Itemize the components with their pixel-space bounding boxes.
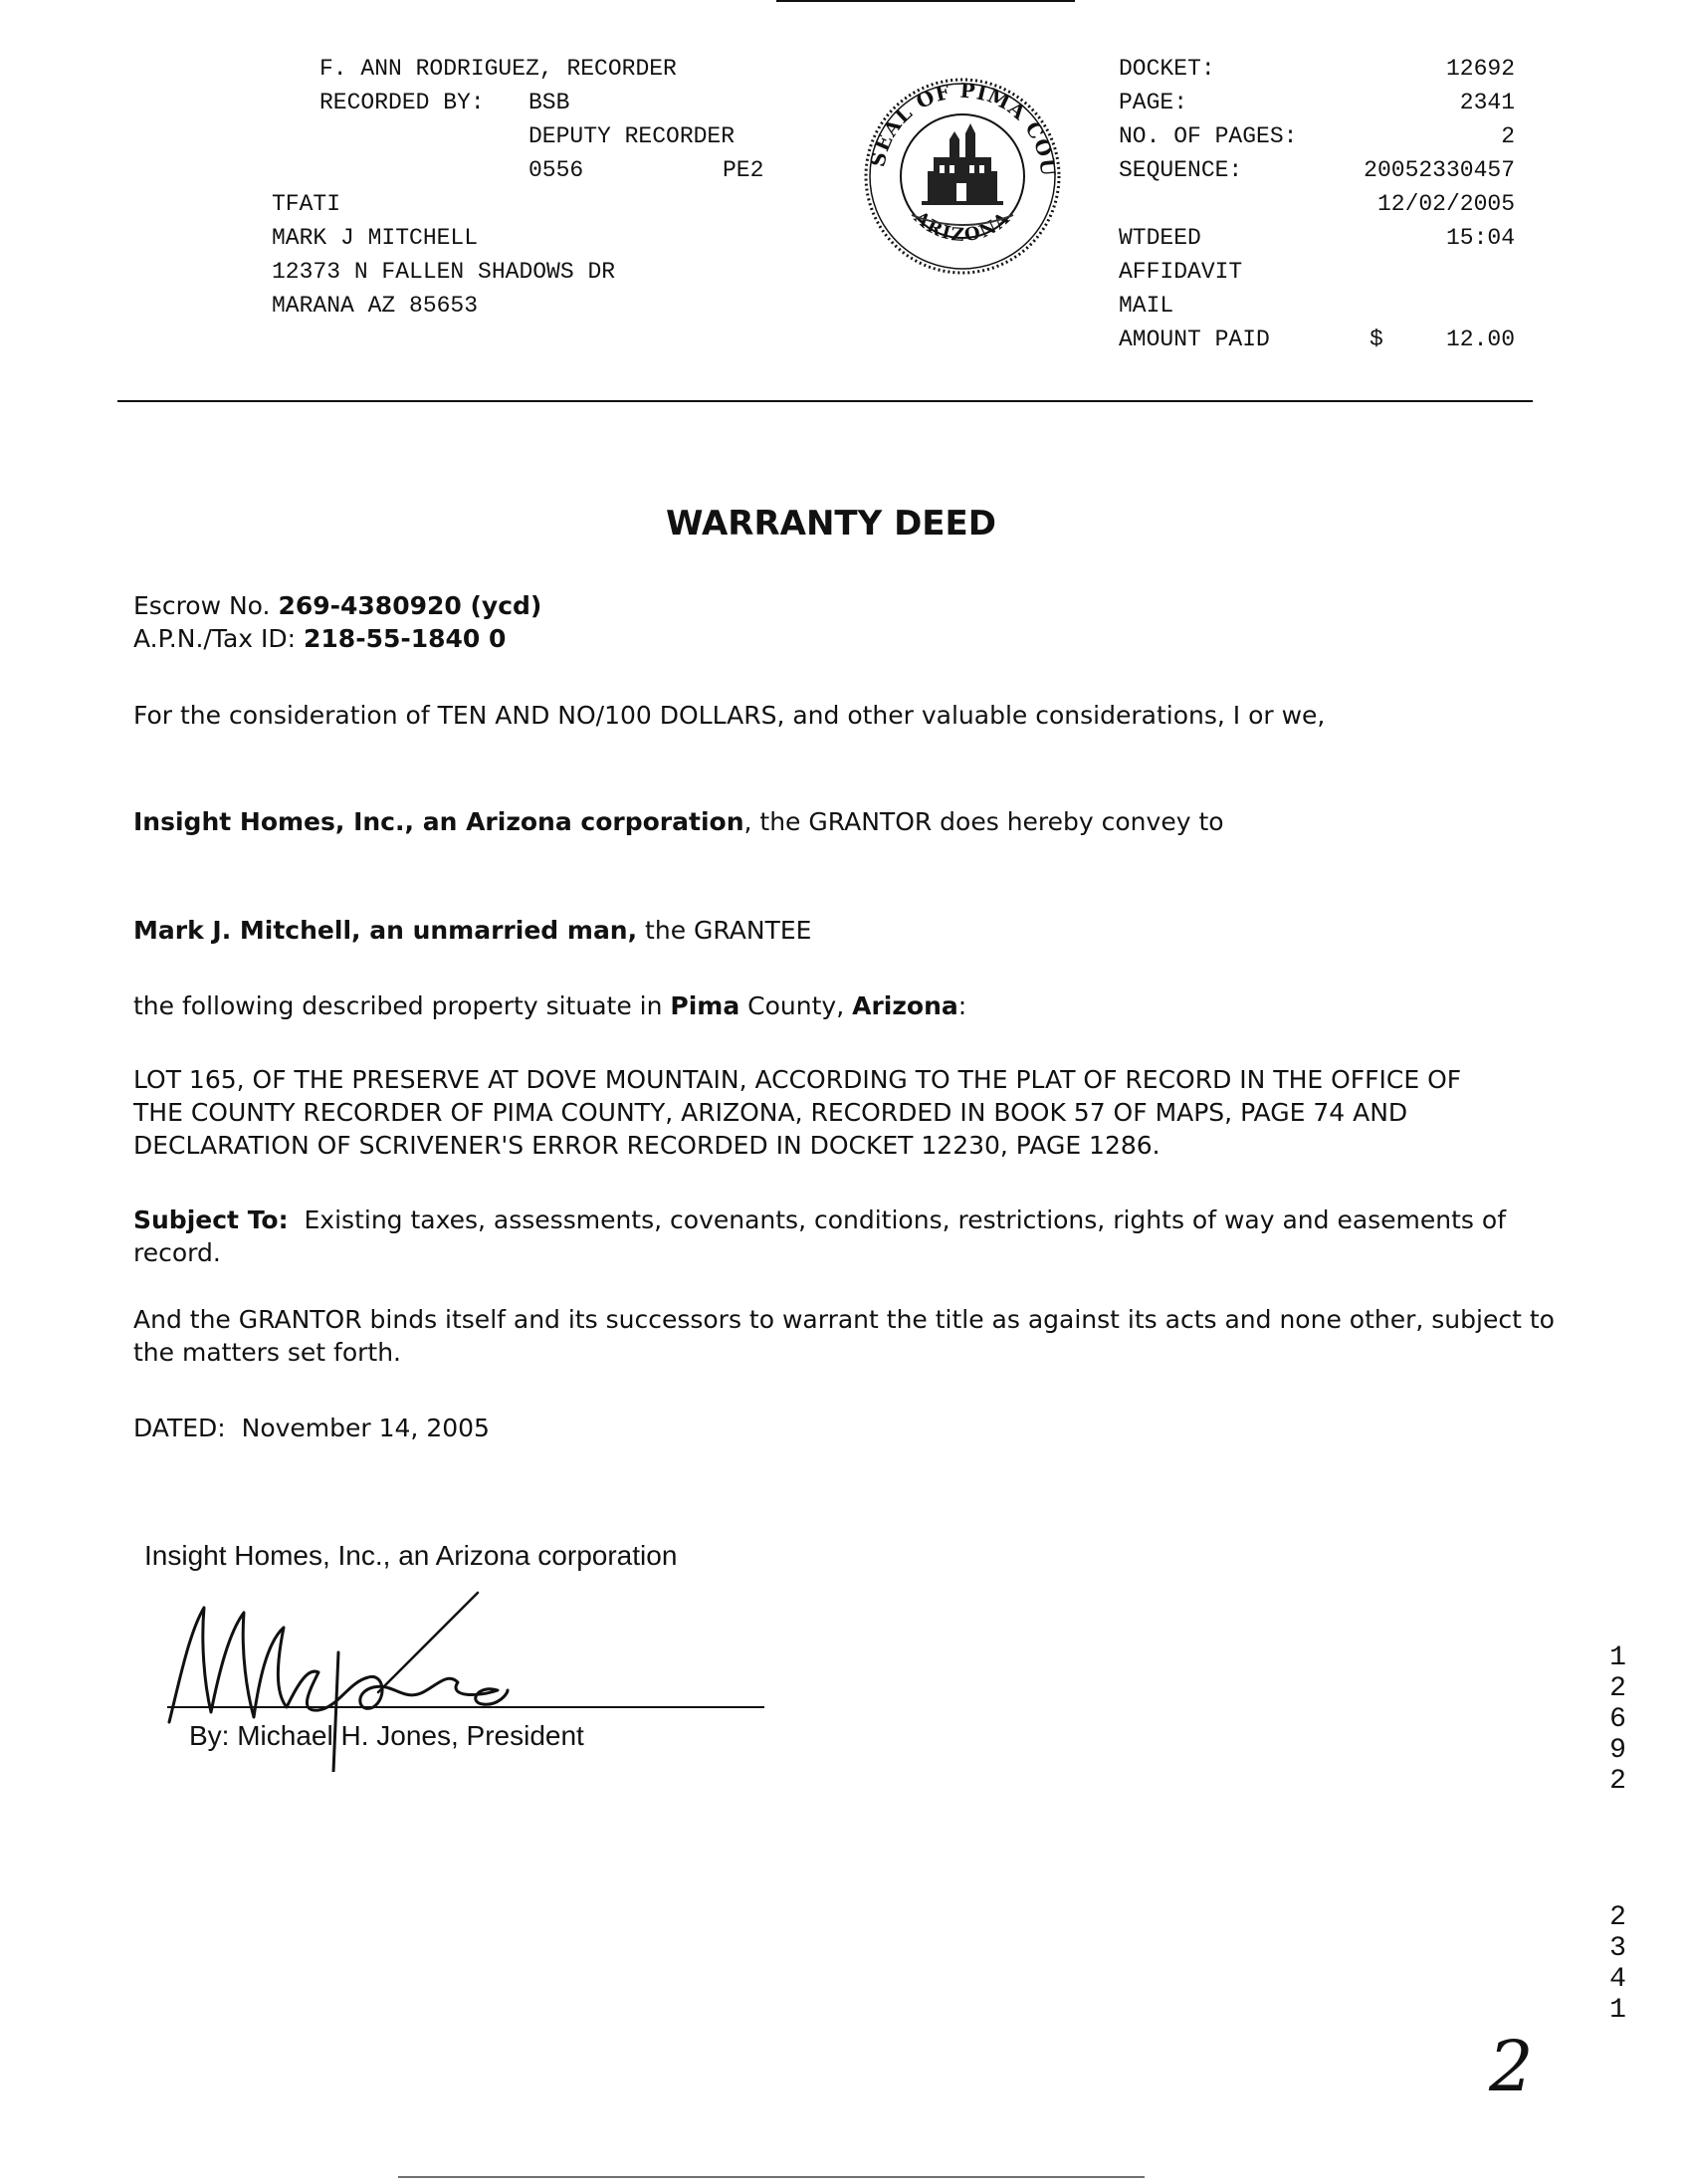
apn-label: A.P.N./Tax ID: — [133, 624, 297, 653]
bottom-edge-line — [398, 2176, 1145, 2178]
amount-row — [1119, 323, 1515, 356]
recorder-code-2: PE2 — [723, 157, 764, 183]
dated-label: DATED: — [133, 1414, 226, 1442]
margin-stamp — [1602, 1599, 1646, 2048]
svg-text:THE SEAL OF PIMA COUNTY: SEAL OF PIMA COU — [865, 78, 1061, 178]
return-line-3: 12373 N FALLEN SHADOWS DR — [272, 259, 616, 285]
dated-line — [133, 1412, 490, 1444]
sequence-label: SEQUENCE: — [1119, 157, 1243, 183]
record-date: 12/02/2005 — [1376, 191, 1515, 217]
margin-stamp-docket: 12692 — [1602, 1642, 1633, 1797]
document-title: WARRANTY DEED — [666, 504, 996, 544]
legal-line-2: THE COUNTY RECORDER OF PIMA COUNTY, ARIZONA, RECORDED IN BOOK 57 OF MAPS, PAGE 74 AND — [133, 1098, 1408, 1127]
pages-row — [1119, 119, 1515, 153]
pages-value: 2 — [1501, 123, 1515, 149]
recorded-by-label: RECORDED BY: — [319, 90, 485, 115]
consideration-text: For the consideration of TEN AND NO/100 DOLLARS, and other valuable considerations, I or we, — [133, 701, 1326, 730]
property-line — [133, 989, 966, 1022]
sequence-row — [1119, 153, 1515, 187]
legal-description — [133, 1063, 1461, 1162]
escrow-label: Escrow No. — [133, 591, 271, 620]
property-pre: the following described property situate in — [133, 991, 671, 1020]
apn-number: 218-55-1840 0 — [304, 624, 507, 653]
warrant-line-1: And the GRANTOR binds itself and its successors to warrant the title as against its acts and none other, subject to — [133, 1305, 1555, 1334]
subject-line-2: record. — [133, 1238, 221, 1267]
sequence-value: 20052330457 — [1364, 157, 1515, 183]
currency-symbol: $ — [1370, 327, 1383, 352]
docket-row — [1119, 52, 1515, 86]
grantor-text: , the GRANTOR does hereby convey to — [743, 807, 1224, 836]
recorded-by-value: BSB — [528, 90, 570, 115]
header-divider — [117, 400, 1533, 402]
county-seal — [862, 76, 1063, 277]
signature-company: Insight Homes, Inc., an Arizona corporation — [144, 1540, 678, 1571]
return-line-1: TFATI — [272, 191, 341, 217]
doc-type: WTDEED — [1119, 225, 1201, 251]
page-mark: 2 — [1489, 2026, 1534, 2107]
return-line-4: MARANA AZ 85653 — [272, 293, 479, 319]
mail-row — [1119, 289, 1515, 323]
mail-label: MAIL — [1119, 293, 1174, 319]
page-value: 2341 — [1459, 90, 1515, 115]
deputy-recorder: DEPUTY RECORDER — [528, 123, 736, 149]
dated-value: November 14, 2005 — [241, 1414, 490, 1442]
amount-value: 12.00 — [1445, 327, 1515, 352]
affidavit-row — [1119, 255, 1515, 289]
escrow-line — [133, 589, 541, 622]
legal-line-1: LOT 165, OF THE PRESERVE AT DOVE MOUNTAIN, ACCORDING TO THE PLAT OF RECORD IN THE OFFICE OF — [133, 1065, 1462, 1094]
subject-line-1: Existing taxes, assessments, covenants, conditions, restrictions, rights of way and easements of — [304, 1205, 1506, 1234]
legal-line-3: DECLARATION OF SCRIVENER'S ERROR RECORDED IN DOCKET 12230, PAGE 1286. — [133, 1131, 1160, 1160]
docket-value: 12692 — [1445, 56, 1515, 82]
recorder-code: 0556 — [528, 157, 584, 183]
subject-label: Subject To: — [133, 1205, 289, 1234]
property-mid: County, — [739, 991, 853, 1020]
page-row — [1119, 86, 1515, 119]
grantor-line — [133, 805, 1224, 838]
margin-stamp-page: 2341 — [1602, 1902, 1633, 2026]
top-edge-line — [776, 0, 1075, 2]
date-row — [1119, 187, 1515, 221]
property-post: : — [957, 991, 967, 1020]
subject-to — [133, 1203, 1506, 1269]
page-label: PAGE: — [1119, 90, 1188, 115]
property-state: Arizona — [852, 991, 958, 1020]
warrant-line-2: the matters set forth. — [133, 1338, 402, 1367]
warranty-clause — [133, 1303, 1555, 1369]
grantee-name: Mark J. Mitchell, an unmarried man, — [133, 916, 638, 945]
amount-label: AMOUNT PAID — [1119, 327, 1270, 352]
svg-text:ARIZONA: ARIZONA — [910, 207, 1015, 247]
recording-info — [1119, 52, 1515, 370]
grantee-text: the GRANTEE — [637, 916, 812, 945]
type-row — [1119, 221, 1515, 255]
recorder-name: F. ANN RODRIGUEZ, RECORDER — [319, 56, 677, 82]
docket-label: DOCKET: — [1119, 56, 1215, 82]
record-time: 15:04 — [1445, 225, 1515, 251]
grantor-name: Insight Homes, Inc., an Arizona corporation — [133, 807, 744, 836]
grantee-line — [133, 914, 811, 947]
property-county: Pima — [670, 991, 740, 1020]
return-line-2: MARK J MITCHELL — [272, 225, 479, 251]
signer-name: By: Michael H. Jones, President — [189, 1720, 584, 1751]
apn-line — [133, 622, 506, 655]
seal-icon — [862, 76, 1063, 277]
escrow-number: 269-4380920 (ycd) — [278, 591, 542, 620]
recorder-block — [0, 0, 764, 372]
signature-line — [167, 1706, 764, 1708]
affidavit-label: AFFIDAVIT — [1119, 259, 1243, 285]
pages-label: NO. OF PAGES: — [1119, 123, 1298, 149]
